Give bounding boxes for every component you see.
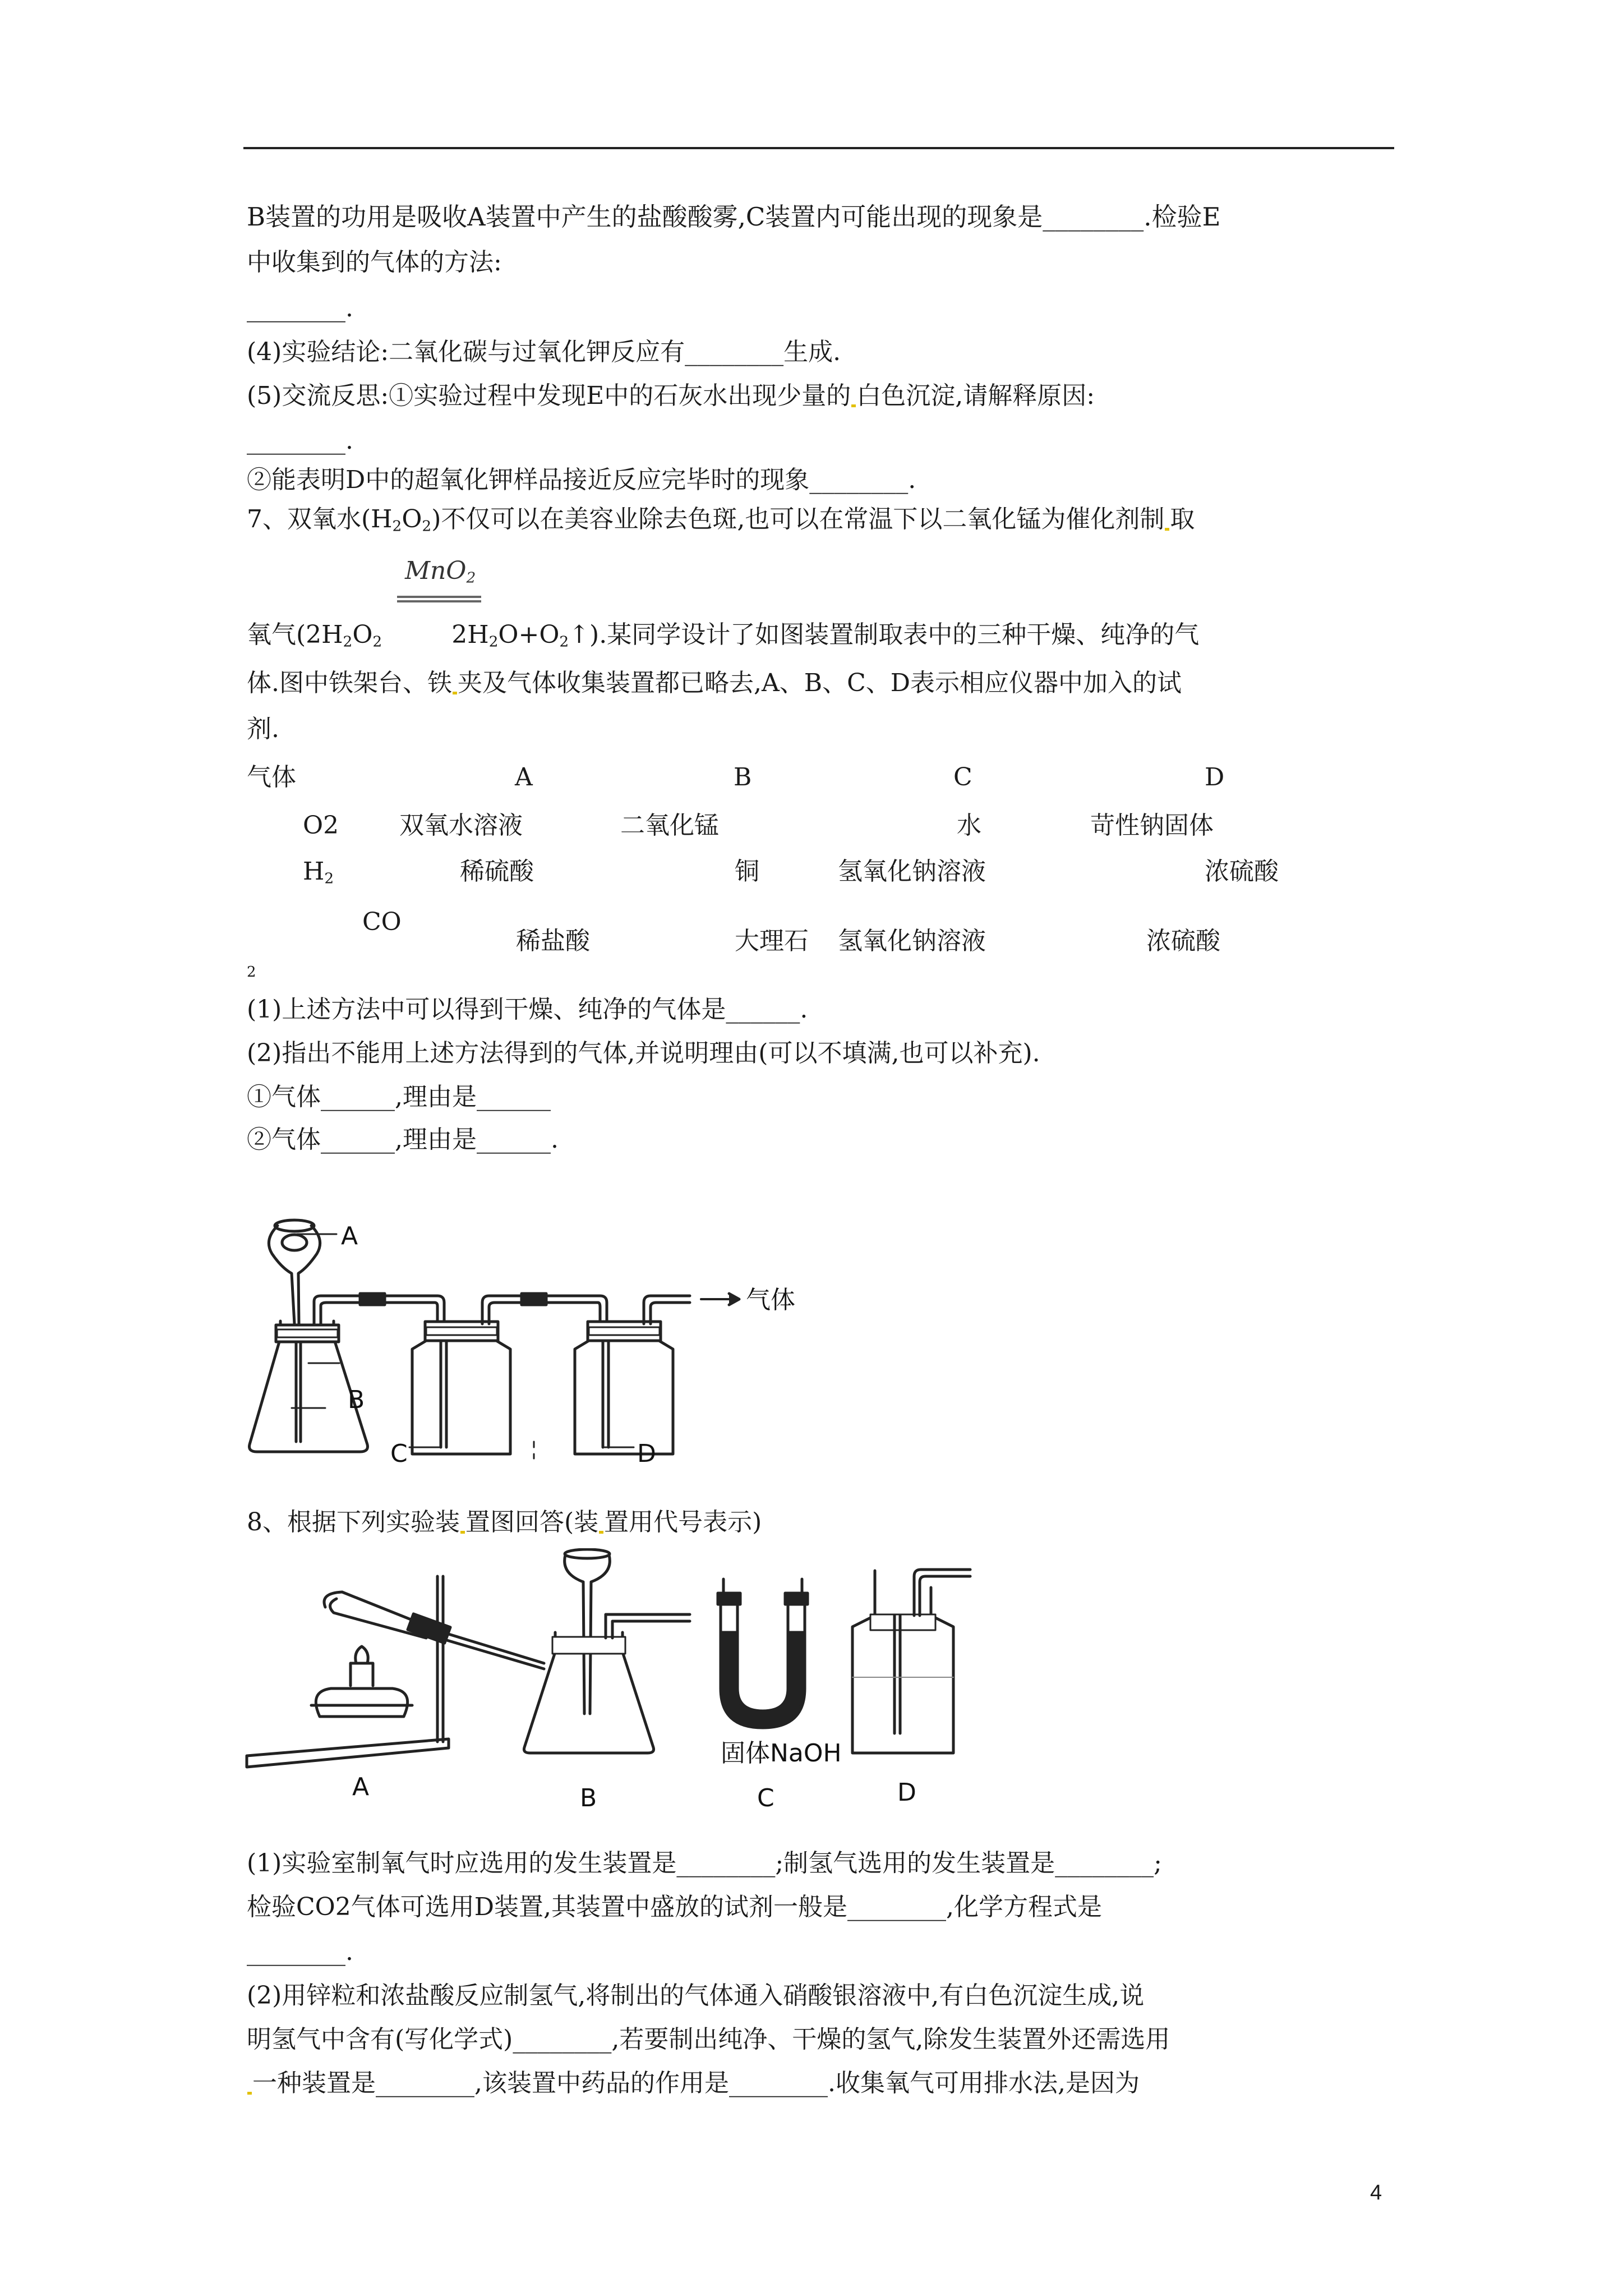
table-cell: CO	[362, 908, 402, 936]
table-cell: 双氧水溶液	[399, 811, 523, 840]
q6-blank-1: ________.	[247, 294, 353, 323]
q8-title-c: 置用代号表示)	[604, 1508, 762, 1536]
figure1-label-a: A	[341, 1222, 358, 1250]
q8-title-a: 8、根据下列实验装	[247, 1508, 460, 1536]
table-cell: 稀盐酸	[516, 927, 590, 955]
q8-part-2-line-1: (2)用锌粒和浓盐酸反应制氢气,将制出的气体通入硝酸银溶液中,有白色沉淀生成,说	[247, 1981, 1145, 2010]
table-header-gas: 气体	[247, 763, 296, 792]
q6-blank-2: ________.	[247, 426, 353, 455]
q6-line-1: B装置的功用是吸收A装置中产生的盐酸酸雾,C装置内可能出现的现象是________.检验E	[247, 202, 1221, 232]
table-cell: 稀硫酸	[460, 857, 534, 886]
table-cell-h2	[303, 859, 334, 886]
table-cell: 水	[957, 811, 981, 840]
figure2-label-a: A	[352, 1773, 370, 1801]
q8-part-2-line-2: 明氢气中含有(写化学式)________,若要制出纯净、干燥的氢气,除发生装置外还需选用	[247, 2025, 1170, 2054]
yellow-mark	[599, 1531, 603, 1534]
table-sub: 2	[324, 869, 334, 887]
eq-sub: 2	[343, 633, 353, 651]
q7-text-c: )不仅可以在美容业除去色斑,也可以在常温下以二氧化锰为催化剂制	[431, 505, 1165, 533]
catalyst-text: MnO	[405, 556, 467, 585]
eq-sub: 2	[488, 633, 499, 651]
eq-c: 2H	[451, 620, 489, 649]
q8-title-b: 置图回答(装	[465, 1508, 599, 1536]
figure1-arrow-text: 气体	[746, 1286, 795, 1314]
eq-d: O+O	[498, 620, 560, 649]
yellow-mark	[1165, 528, 1169, 531]
q7-equation-line	[247, 620, 1200, 651]
table-co2-sub: 2	[247, 964, 256, 981]
equal-sign-line-1	[397, 596, 481, 598]
header-rule	[243, 147, 1394, 149]
apparatus-figure-1	[241, 1212, 892, 1481]
q7-part-2: (2)指出不能用上述方法得到的气体,并说明理由(可以不填满,也可以补充).	[247, 1039, 1040, 1068]
table-cell: 氢氧化钠溶液	[838, 857, 986, 886]
q6-line-2: 中收集到的气体的方法:	[247, 248, 502, 277]
table-header-d: D	[1205, 763, 1225, 792]
q6-part-5-a: (5)交流反思:①实验过程中发现E中的石灰水出现少量的	[247, 381, 851, 410]
q6-part-5-2: ②能表明D中的超氧化钾样品接近反应完毕时的现象________.	[247, 466, 916, 494]
yellow-mark	[247, 2092, 252, 2095]
figure1-label-d: D	[637, 1439, 656, 1468]
table-header-b: B	[734, 763, 752, 792]
q7-part-1: (1)上述方法中可以得到干燥、纯净的气体是______.	[247, 995, 808, 1024]
q7-sub: 2	[422, 517, 432, 535]
table-cell: O2	[303, 811, 339, 840]
catalyst-sub: 2	[466, 569, 476, 587]
eq-b: O	[352, 620, 373, 649]
q7-intro-line-3	[247, 671, 1182, 696]
q8-part-1-line-2: 检验CO2气体可选用D装置,其装置中盛放的试剂一般是________,化学方程式是	[247, 1893, 1102, 1921]
q7-line3-b: 夹及气体收集装置都已略去,A、B、C、D表示相应仪器中加入的试	[458, 669, 1182, 697]
q8-part-2-line-3	[247, 2071, 1140, 2096]
figure2-label-d: D	[897, 1778, 916, 1807]
figure1-label-c: C	[390, 1439, 408, 1468]
table-header-a: A	[515, 763, 533, 792]
figure2-label-c: C	[757, 1784, 774, 1812]
table-cell: 铜	[735, 857, 759, 886]
table-cell: 苛性钠固体	[1090, 811, 1214, 840]
q7-sub: 2	[392, 517, 402, 535]
q8-part-1-line-1: (1)实验室制氧气时应选用的发生装置是________;制氢气选用的发生装置是________;	[247, 1849, 1162, 1878]
q7-text-a: 7、双氧水(H	[247, 505, 393, 533]
q6-part-4: (4)实验结论:二氧化碳与过氧化钾反应有________生成.	[247, 338, 841, 366]
figure2-naoh-label: 固体NaOH	[721, 1739, 842, 1768]
q7-text-d: 取	[1170, 505, 1195, 533]
q8-part-2-line-3-text: 一种装置是________,该装置中药品的作用是________.收集氧气可用排水法,是因为	[252, 2069, 1140, 2097]
q6-part-5-b: 白色沉淀,请解释原因:	[856, 381, 1095, 410]
yellow-mark	[453, 692, 457, 694]
q8-part-1-blank: ________.	[247, 1938, 353, 1966]
eq-a: 氧气(2H	[247, 620, 343, 649]
eq-sub: 2	[372, 633, 382, 651]
q7-text-b: O	[402, 505, 422, 533]
table-cell: H	[303, 857, 325, 886]
table-cell: 大理石	[735, 927, 809, 955]
eq-sub: 2	[559, 633, 569, 651]
page-number: 4	[1370, 2181, 1382, 2205]
catalyst-label	[405, 556, 476, 587]
table-header-c: C	[953, 763, 972, 792]
apparatus-figure-2	[241, 1548, 1116, 1840]
equal-sign-line-2	[397, 600, 481, 602]
q8-title	[247, 1510, 762, 1535]
figure1-label-b: B	[348, 1386, 365, 1414]
table-cell: 浓硫酸	[1205, 857, 1279, 886]
table-cell: 浓硫酸	[1146, 927, 1220, 955]
q7-intro-line-4: 剂.	[247, 715, 279, 743]
yellow-mark	[460, 1531, 465, 1534]
yellow-mark	[851, 404, 856, 407]
figure2-label-b: B	[580, 1784, 597, 1812]
eq-e: ↑).某同学设计了如图装置制取表中的三种干燥、纯净的气	[569, 620, 1200, 649]
q7-part-2-1: ①气体______,理由是______	[247, 1083, 551, 1111]
table-cell: 氢氧化钠溶液	[838, 927, 986, 955]
q7-part-2-2: ②气体______,理由是______.	[247, 1125, 559, 1154]
q6-part-5	[247, 381, 1095, 410]
q7-intro-line-1	[247, 507, 1195, 534]
table-cell: 二氧化锰	[620, 811, 719, 840]
q7-line3-a: 体.图中铁架台、铁	[247, 669, 452, 697]
